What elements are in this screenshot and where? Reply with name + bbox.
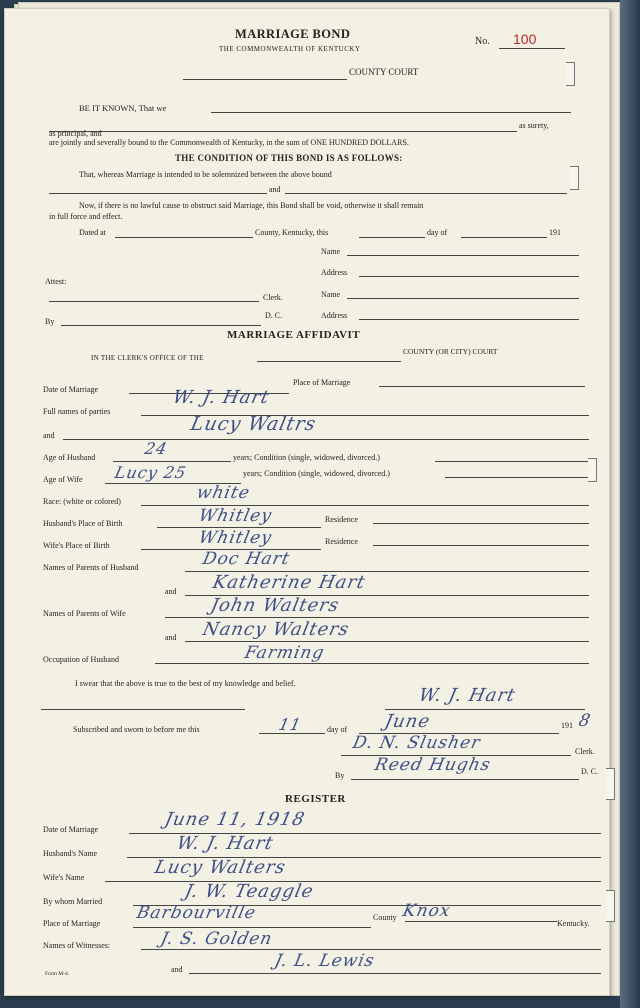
bond-address-1: Address xyxy=(321,268,348,277)
hw-husband-name: W. J. Hart xyxy=(170,387,272,408)
reg-hw-witness2: J. L. Lewis xyxy=(272,951,377,971)
label-condition-1: years; Condition (single, widowed, divorced.) xyxy=(233,453,380,462)
label-parents-wife: Names of Parents of Wife xyxy=(43,609,126,618)
label-wife-birth: Wife's Place of Birth xyxy=(43,541,110,550)
bond-title: MARRIAGE BOND xyxy=(235,27,351,41)
reg-hw-whom: J. W. Teaggle xyxy=(182,881,316,902)
bond-by: By xyxy=(45,317,55,326)
hw-father-wife: John Walters xyxy=(208,595,342,616)
hw-husband-birth: Whitley xyxy=(196,506,274,526)
side-tab xyxy=(570,166,579,190)
bond-and: and xyxy=(269,185,281,194)
reg-label-place: Place of Marriage xyxy=(43,919,101,928)
hw-father-husband: Doc Hart xyxy=(200,549,292,569)
bond-condition-title: THE CONDITION OF THIS BOND IS AS FOLLOWS: xyxy=(175,153,403,163)
label-clerk-2: Clerk. xyxy=(575,747,595,756)
label-subscribed: Subscribed and sworn to before me this xyxy=(73,725,200,734)
hw-affiant-signature: W. J. Hart xyxy=(416,685,518,706)
bond-be-it-known: BE IT KNOWN, That we xyxy=(79,103,167,113)
bond-name-2: Name xyxy=(321,290,341,299)
reg-hw-county: Knox xyxy=(400,901,453,921)
bond-clerk: Clerk. xyxy=(263,293,283,302)
label-age-wife: Age of Wife xyxy=(43,475,83,484)
reg-label-whom: By whom Married xyxy=(43,897,103,906)
bond-year: 191 xyxy=(549,228,561,237)
hw-wife-name: Lucy Waltrs xyxy=(188,413,319,435)
label-by-2: By xyxy=(335,771,345,780)
bond-county-ky: County, Kentucky, this xyxy=(255,228,329,237)
side-tab xyxy=(588,458,597,482)
bond-whereas: That, whereas Marriage is intended to be solemnized between the above bound xyxy=(79,170,332,179)
bond-full-force: in full force and effect. xyxy=(49,212,123,221)
bond-address-2: Address xyxy=(321,311,348,320)
reg-label-wife: Wife's Name xyxy=(43,873,85,882)
bond-no-label: No. xyxy=(475,36,490,47)
hw-sworn-year-digit: 8 xyxy=(576,711,593,731)
label-parents-husband: Names of Parents of Husband xyxy=(43,563,139,572)
bond-attest: Attest: xyxy=(45,277,67,286)
form-number: Form M-4. xyxy=(45,971,70,977)
hw-sworn-month: June xyxy=(382,711,433,732)
label-and-2: and xyxy=(165,587,177,596)
reg-label-county: County xyxy=(373,913,397,922)
label-and-3: and xyxy=(165,633,177,642)
hw-age-wife: Lucy 25 xyxy=(112,463,189,482)
label-day-of-2: day of xyxy=(327,725,348,734)
reg-label-and: and xyxy=(171,965,183,974)
bond-dated-at: Dated at xyxy=(79,228,106,237)
register-title: REGISTER xyxy=(285,793,346,805)
reg-hw-husband: W. J. Hart xyxy=(174,833,276,854)
bond-name-1: Name xyxy=(321,247,341,256)
reg-label-witnesses: Names of Witnesses: xyxy=(43,941,111,950)
label-residence-2: Residence xyxy=(325,537,358,546)
hw-clerk-signature: D. N. Slusher xyxy=(350,733,483,753)
bond-now-if: Now, if there is no lawful cause to obstruct said Marriage, this Bond shall be void, otherwise it shall remain xyxy=(79,201,424,210)
reg-hw-date: June 11, 1918 xyxy=(162,809,308,830)
label-residence-1: Residence xyxy=(325,515,358,524)
bond-subtitle: THE COMMONWEALTH OF KENTUCKY xyxy=(219,45,361,53)
label-and-1: and xyxy=(43,431,55,440)
affidavit-title: MARRIAGE AFFIDAVIT xyxy=(227,329,361,341)
hw-wife-birth: Whitley xyxy=(196,528,274,548)
hw-race: white xyxy=(194,483,252,503)
reg-hw-witness1: J. S. Golden xyxy=(158,929,275,949)
reg-label-date: Date of Marriage xyxy=(43,825,99,834)
side-tab xyxy=(606,890,615,922)
bond-as-surety: as surety, xyxy=(519,121,549,130)
label-race: Race: (white or colored) xyxy=(43,497,121,506)
side-tab xyxy=(566,62,575,86)
reg-hw-place: Barbourville xyxy=(134,903,259,923)
label-age-husband: Age of Husband xyxy=(43,453,96,462)
hw-age-husband: 24 xyxy=(142,439,170,458)
reg-label-husband: Husband's Name xyxy=(43,849,98,858)
label-swear: I swear that the above is true to the best of my knowledge and belief. xyxy=(75,679,296,688)
reg-hw-wife: Lucy Walters xyxy=(152,857,288,878)
hw-deputy-signature: Reed Hughs xyxy=(372,755,493,775)
bond-day-of: day of xyxy=(427,228,448,237)
hw-mother-wife: Nancy Walters xyxy=(200,619,352,640)
reg-label-kentucky: Kentucky. xyxy=(557,919,590,928)
affidavit-county-court: COUNTY (OR CITY) COURT xyxy=(403,347,498,356)
label-year-2: 191 xyxy=(561,721,573,730)
hw-sworn-day: 11 xyxy=(276,715,304,734)
bond-county-court: COUNTY COURT xyxy=(349,67,419,77)
bond-dc: D. C. xyxy=(265,311,283,320)
label-occupation: Occupation of Husband xyxy=(43,655,119,664)
bond-as-principal: as principal, and xyxy=(49,129,102,138)
side-tab xyxy=(606,768,615,800)
marriage-document xyxy=(4,8,610,996)
bond-number: 100 xyxy=(513,31,537,47)
background-edge xyxy=(620,0,640,1008)
label-full-names: Full names of parties xyxy=(43,407,111,416)
label-condition-2: years; Condition (single, widowed, divorced.) xyxy=(243,469,390,478)
affidavit-clerks-office: IN THE CLERK'S OFFICE OF THE xyxy=(91,354,204,362)
bond-bound-text: are jointly and severally bound to the Commonwealth of Kentucky, in the sum of ONE HUNDRED DOLLARS. xyxy=(49,138,409,147)
hw-occupation: Farming xyxy=(242,643,327,663)
label-place-of-marriage: Place of Marriage xyxy=(293,378,351,387)
label-date-of-marriage: Date of Marriage xyxy=(43,385,99,394)
label-husband-birth: Husband's Place of Birth xyxy=(43,519,123,528)
label-dc-2: D. C. xyxy=(581,767,599,776)
hw-mother-husband: Katherine Hart xyxy=(210,572,368,593)
